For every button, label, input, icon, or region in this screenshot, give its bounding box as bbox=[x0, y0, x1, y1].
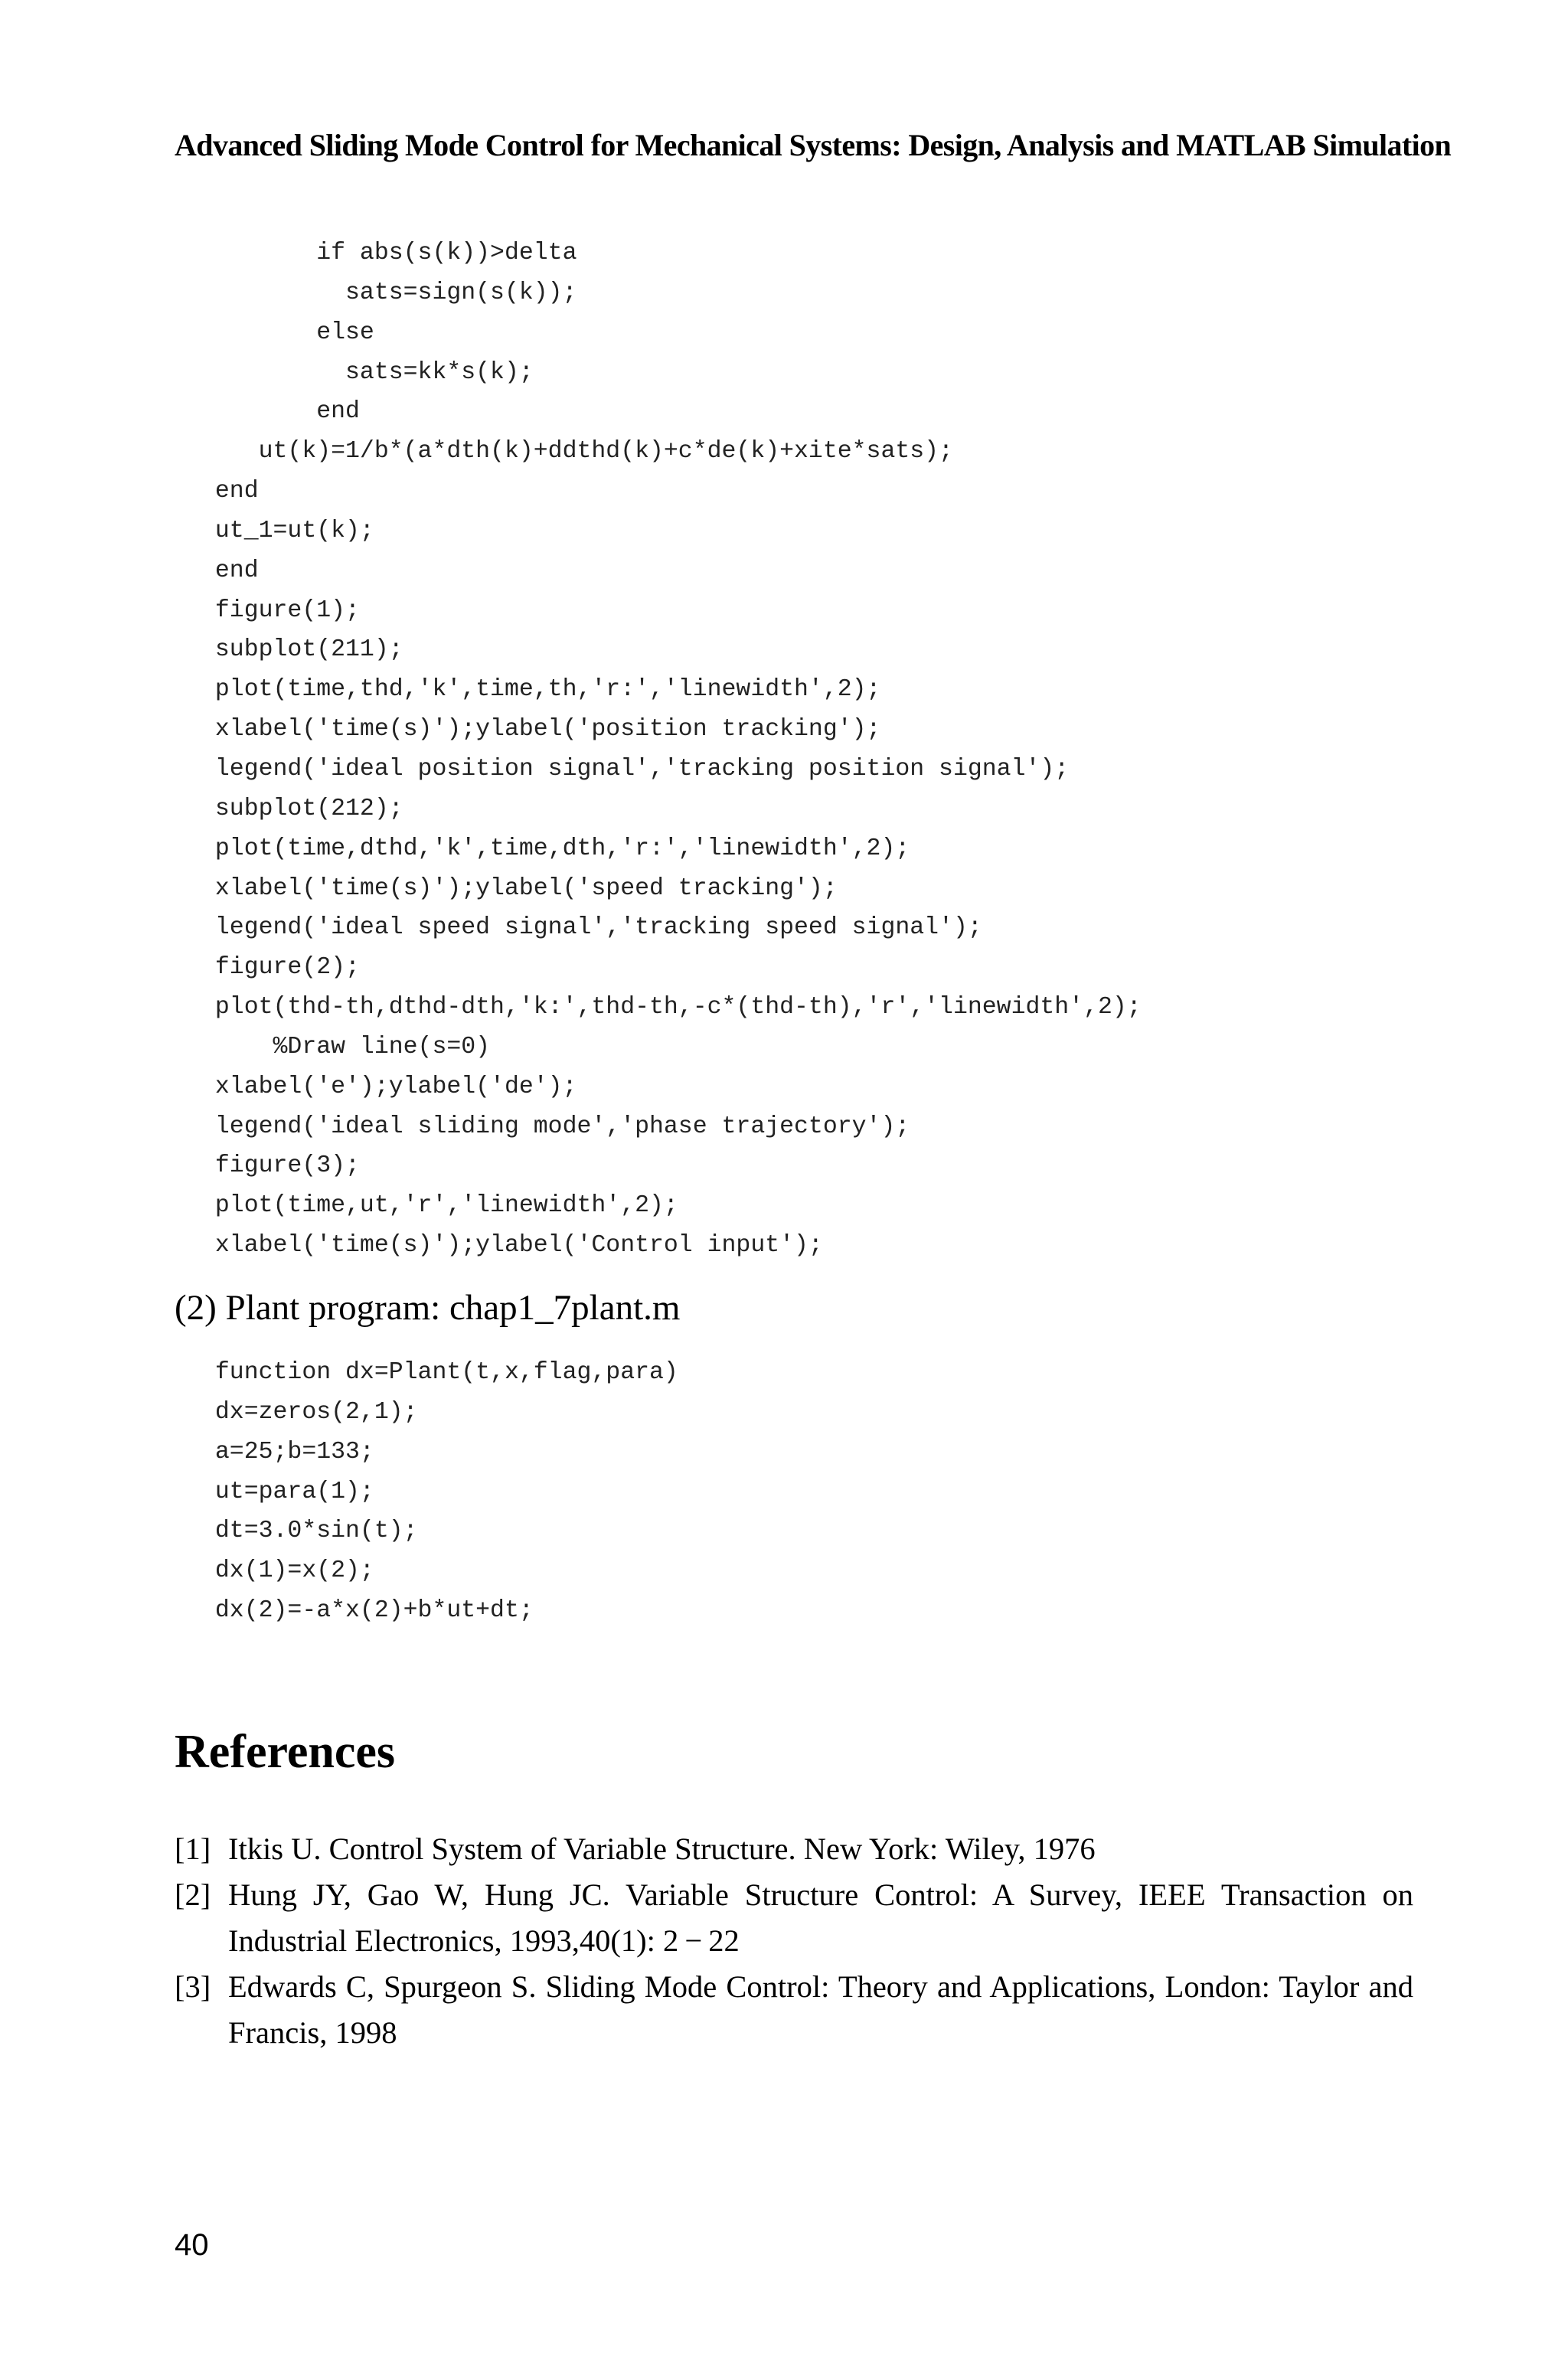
code-line: xlabel('time(s)');ylabel('speed tracking'); bbox=[201, 874, 838, 902]
code-line: function dx=Plant(t,x,flag,para) bbox=[201, 1359, 678, 1386]
code-line: plot(thd-th,dthd-dth,'k:',thd-th,-c*(thd-th),'r','linewidth',2); bbox=[201, 994, 1142, 1021]
code-line: xlabel('time(s)');ylabel('Control input'); bbox=[201, 1232, 823, 1260]
reference-number: [1] bbox=[175, 1832, 211, 1866]
code-line: subplot(212); bbox=[201, 795, 403, 822]
code-line: figure(3); bbox=[201, 1152, 360, 1180]
code-line: sats=kk*s(k); bbox=[201, 358, 534, 386]
reference-text: Edwards C, Spurgeon S. Sliding Mode Control: Theory and Applications, London: Taylor and Francis, 1998 bbox=[228, 1969, 1413, 2050]
code-line: legend('ideal position signal','tracking position signal'); bbox=[201, 755, 1070, 783]
page-number: 40 bbox=[175, 2228, 209, 2262]
reference-item bbox=[175, 1964, 1413, 2056]
code-line: plot(time,dthd,'k',time,dth,'r:','linewidth',2); bbox=[201, 835, 910, 862]
references-heading: References bbox=[175, 1726, 396, 1778]
reference-number: [3] bbox=[175, 1969, 211, 2004]
code-line: figure(1); bbox=[201, 596, 360, 624]
reference-text: Hung JY, Gao W, Hung JC. Variable Structure Control: A Survey, IEEE Transaction on Industrial Electronics, 1993,40(1): 2 − 22 bbox=[228, 1877, 1413, 1958]
code-line: end bbox=[201, 557, 259, 584]
code-line: dx(1)=x(2); bbox=[201, 1557, 374, 1585]
reference-item bbox=[175, 1872, 1413, 1964]
code-listing-plant bbox=[201, 1353, 678, 1631]
plant-program-heading: (2) Plant program: chap1_7plant.m bbox=[175, 1288, 681, 1328]
code-line: ut=para(1); bbox=[201, 1478, 374, 1505]
running-header: Advanced Sliding Mode Control for Mechanical Systems: Design, Analysis and MATLAB Simulation bbox=[175, 128, 1452, 162]
code-line: else bbox=[201, 319, 374, 346]
reference-text: Itkis U. Control System of Variable Structure. New York: Wiley, 1976 bbox=[228, 1832, 1096, 1866]
code-line: plot(time,ut,'r','linewidth',2); bbox=[201, 1192, 678, 1220]
code-line: subplot(211); bbox=[201, 636, 403, 664]
references-list bbox=[175, 1826, 1413, 2056]
code-line: legend('ideal sliding mode','phase trajectory'); bbox=[201, 1113, 910, 1140]
code-line: ut_1=ut(k); bbox=[201, 517, 374, 544]
code-line: xlabel('time(s)');ylabel('position tracking'); bbox=[201, 716, 881, 743]
code-line: end bbox=[201, 478, 259, 505]
code-line: end bbox=[201, 398, 360, 426]
code-line: figure(2); bbox=[201, 954, 360, 982]
code-line: plot(time,thd,'k',time,th,'r:','linewidth',2); bbox=[201, 676, 881, 704]
code-line: a=25;b=133; bbox=[201, 1438, 374, 1466]
reference-item bbox=[175, 1826, 1413, 1872]
reference-number: [2] bbox=[175, 1877, 211, 1912]
code-line: dx=zeros(2,1); bbox=[201, 1398, 418, 1426]
code-line: %Draw line(s=0) bbox=[201, 1033, 491, 1060]
code-line: ut(k)=1/b*(a*dth(k)+ddthd(k)+c*de(k)+xite*sats); bbox=[201, 438, 953, 466]
code-line: xlabel('e');ylabel('de'); bbox=[201, 1073, 577, 1100]
code-line: dt=3.0*sin(t); bbox=[201, 1518, 418, 1545]
code-line: dx(2)=-a*x(2)+b*ut+dt; bbox=[201, 1597, 534, 1625]
code-line: sats=sign(s(k)); bbox=[201, 279, 577, 306]
code-line: if abs(s(k))>delta bbox=[201, 240, 577, 266]
code-line: legend('ideal speed signal','tracking speed signal'); bbox=[201, 914, 982, 942]
code-listing-main bbox=[201, 234, 1142, 1266]
